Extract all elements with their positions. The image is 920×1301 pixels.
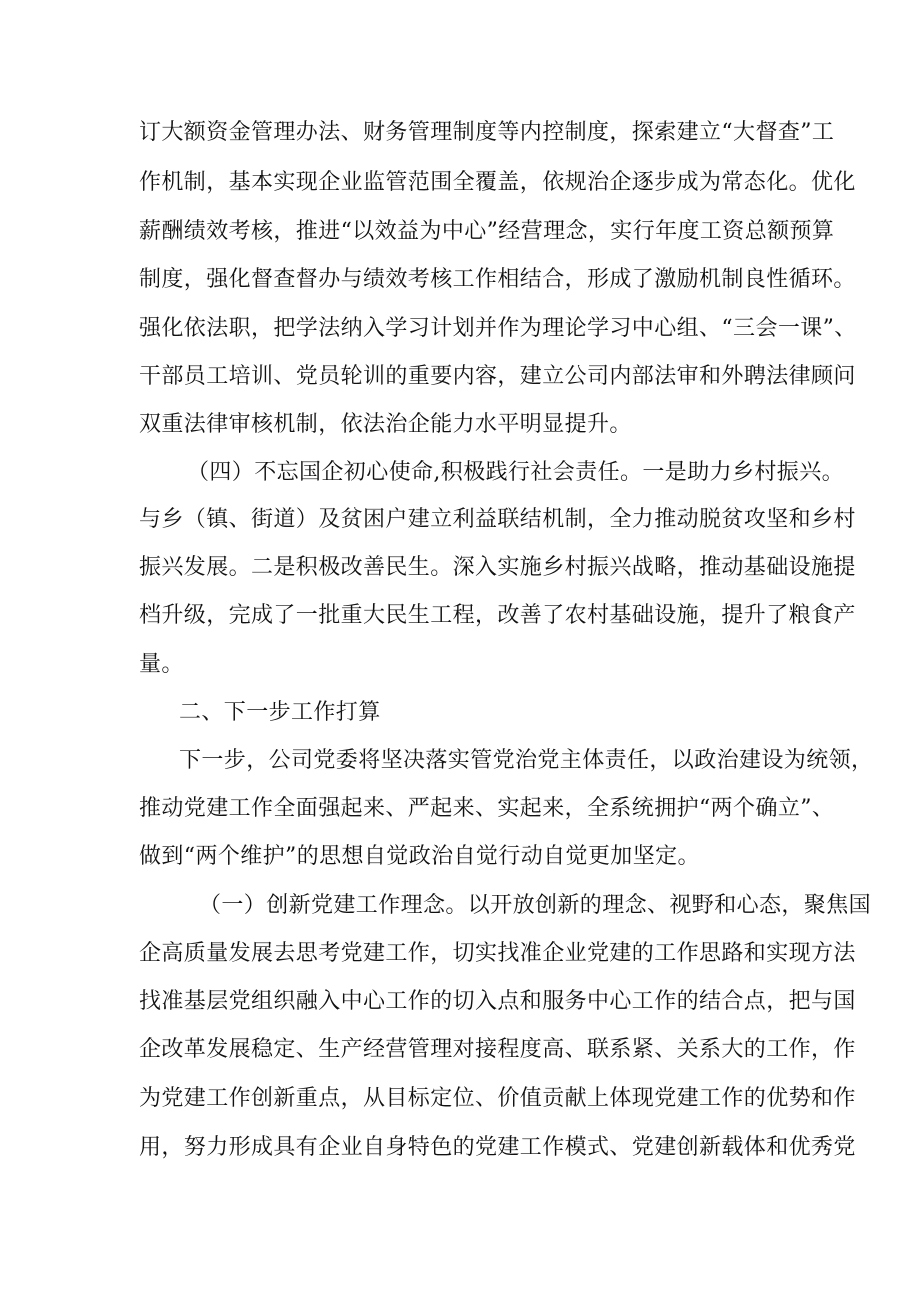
paragraph-line: 企改革发展稳定、生产经营管理对接程度高、联系紧、关系大的工作，作 <box>139 1037 856 1062</box>
paragraph-line: 为党建工作创新重点，从目标定位、价值贡献上体现党建工作的优势和作 <box>139 1086 856 1111</box>
paragraph-line: 强化依法职，把学法纳入学习计划并作为理论学习中心组、“三会一课”、 <box>139 316 857 341</box>
paragraph-line: 推动党建工作全面强起来、严起来、实起来，全系统拥护“两个确立”、 <box>139 796 835 821</box>
paragraph-line: 用，努力形成具有企业自身特色的党建工作模式、党建创新载体和优秀党 <box>139 1135 856 1160</box>
paragraph-line: 双重法律审核机制，依法治企能力水平明显提升。 <box>139 412 632 437</box>
section-title: 二、下一步工作打算 <box>179 700 381 725</box>
paragraph-line: 作机制，基本实现企业监管范围全覆盖，依规治企逐步成为常态化。优化 <box>139 170 856 195</box>
paragraph-line: 做到“两个维护”的思想自觉政治自觉行动自觉更加坚定。 <box>139 844 700 869</box>
paragraph-line: 干部员工培训、党员轮训的重要内容，建立公司内部法审和外聘法律顾问 <box>139 364 856 389</box>
paragraph-line: 振兴发展。二是积极改善民生。深入实施乡村振兴战略，推动基础设施提 <box>139 555 856 580</box>
paragraph-line: 下一步，公司党委将坚决落实管党治党主体责任，以政治建设为统领， <box>179 748 874 773</box>
section-heading-line: （四）不忘国企初心使命,积极践行社会责任。一是助力乡村振兴。 <box>187 460 844 485</box>
paragraph-line: 订大额资金管理办法、财务管理制度等内控制度，探索建立“大督查”工 <box>139 120 835 145</box>
paragraph-line: 档升级，完成了一批重大民生工程，改善了农村基础设施，提升了粮食产 <box>139 603 856 628</box>
paragraph-line: 制度，强化督查督办与绩效考核工作相结合，形成了激励机制良性循环。 <box>139 267 856 292</box>
paragraph-line: 与乡（镇、街道）及贫困户建立利益联结机制，全力推动脱贫攻坚和乡村 <box>139 507 856 532</box>
paragraph-line: 薪酬绩效考核，推进“以效益为中心”经营理念，实行年度工资总额预算 <box>139 219 835 244</box>
paragraph-line: 企高质量发展去思考党建工作，切实找准企业党建的工作思路和实现方法 <box>139 941 856 966</box>
paragraph-line: 量。 <box>139 652 184 677</box>
paragraph-line: 找准基层党组织融入中心工作的切入点和服务中心工作的结合点，把与国 <box>139 989 856 1014</box>
section-heading-line: （一）创新党建工作理念。以开放创新的理念、视野和心态，聚焦国 <box>199 893 872 918</box>
